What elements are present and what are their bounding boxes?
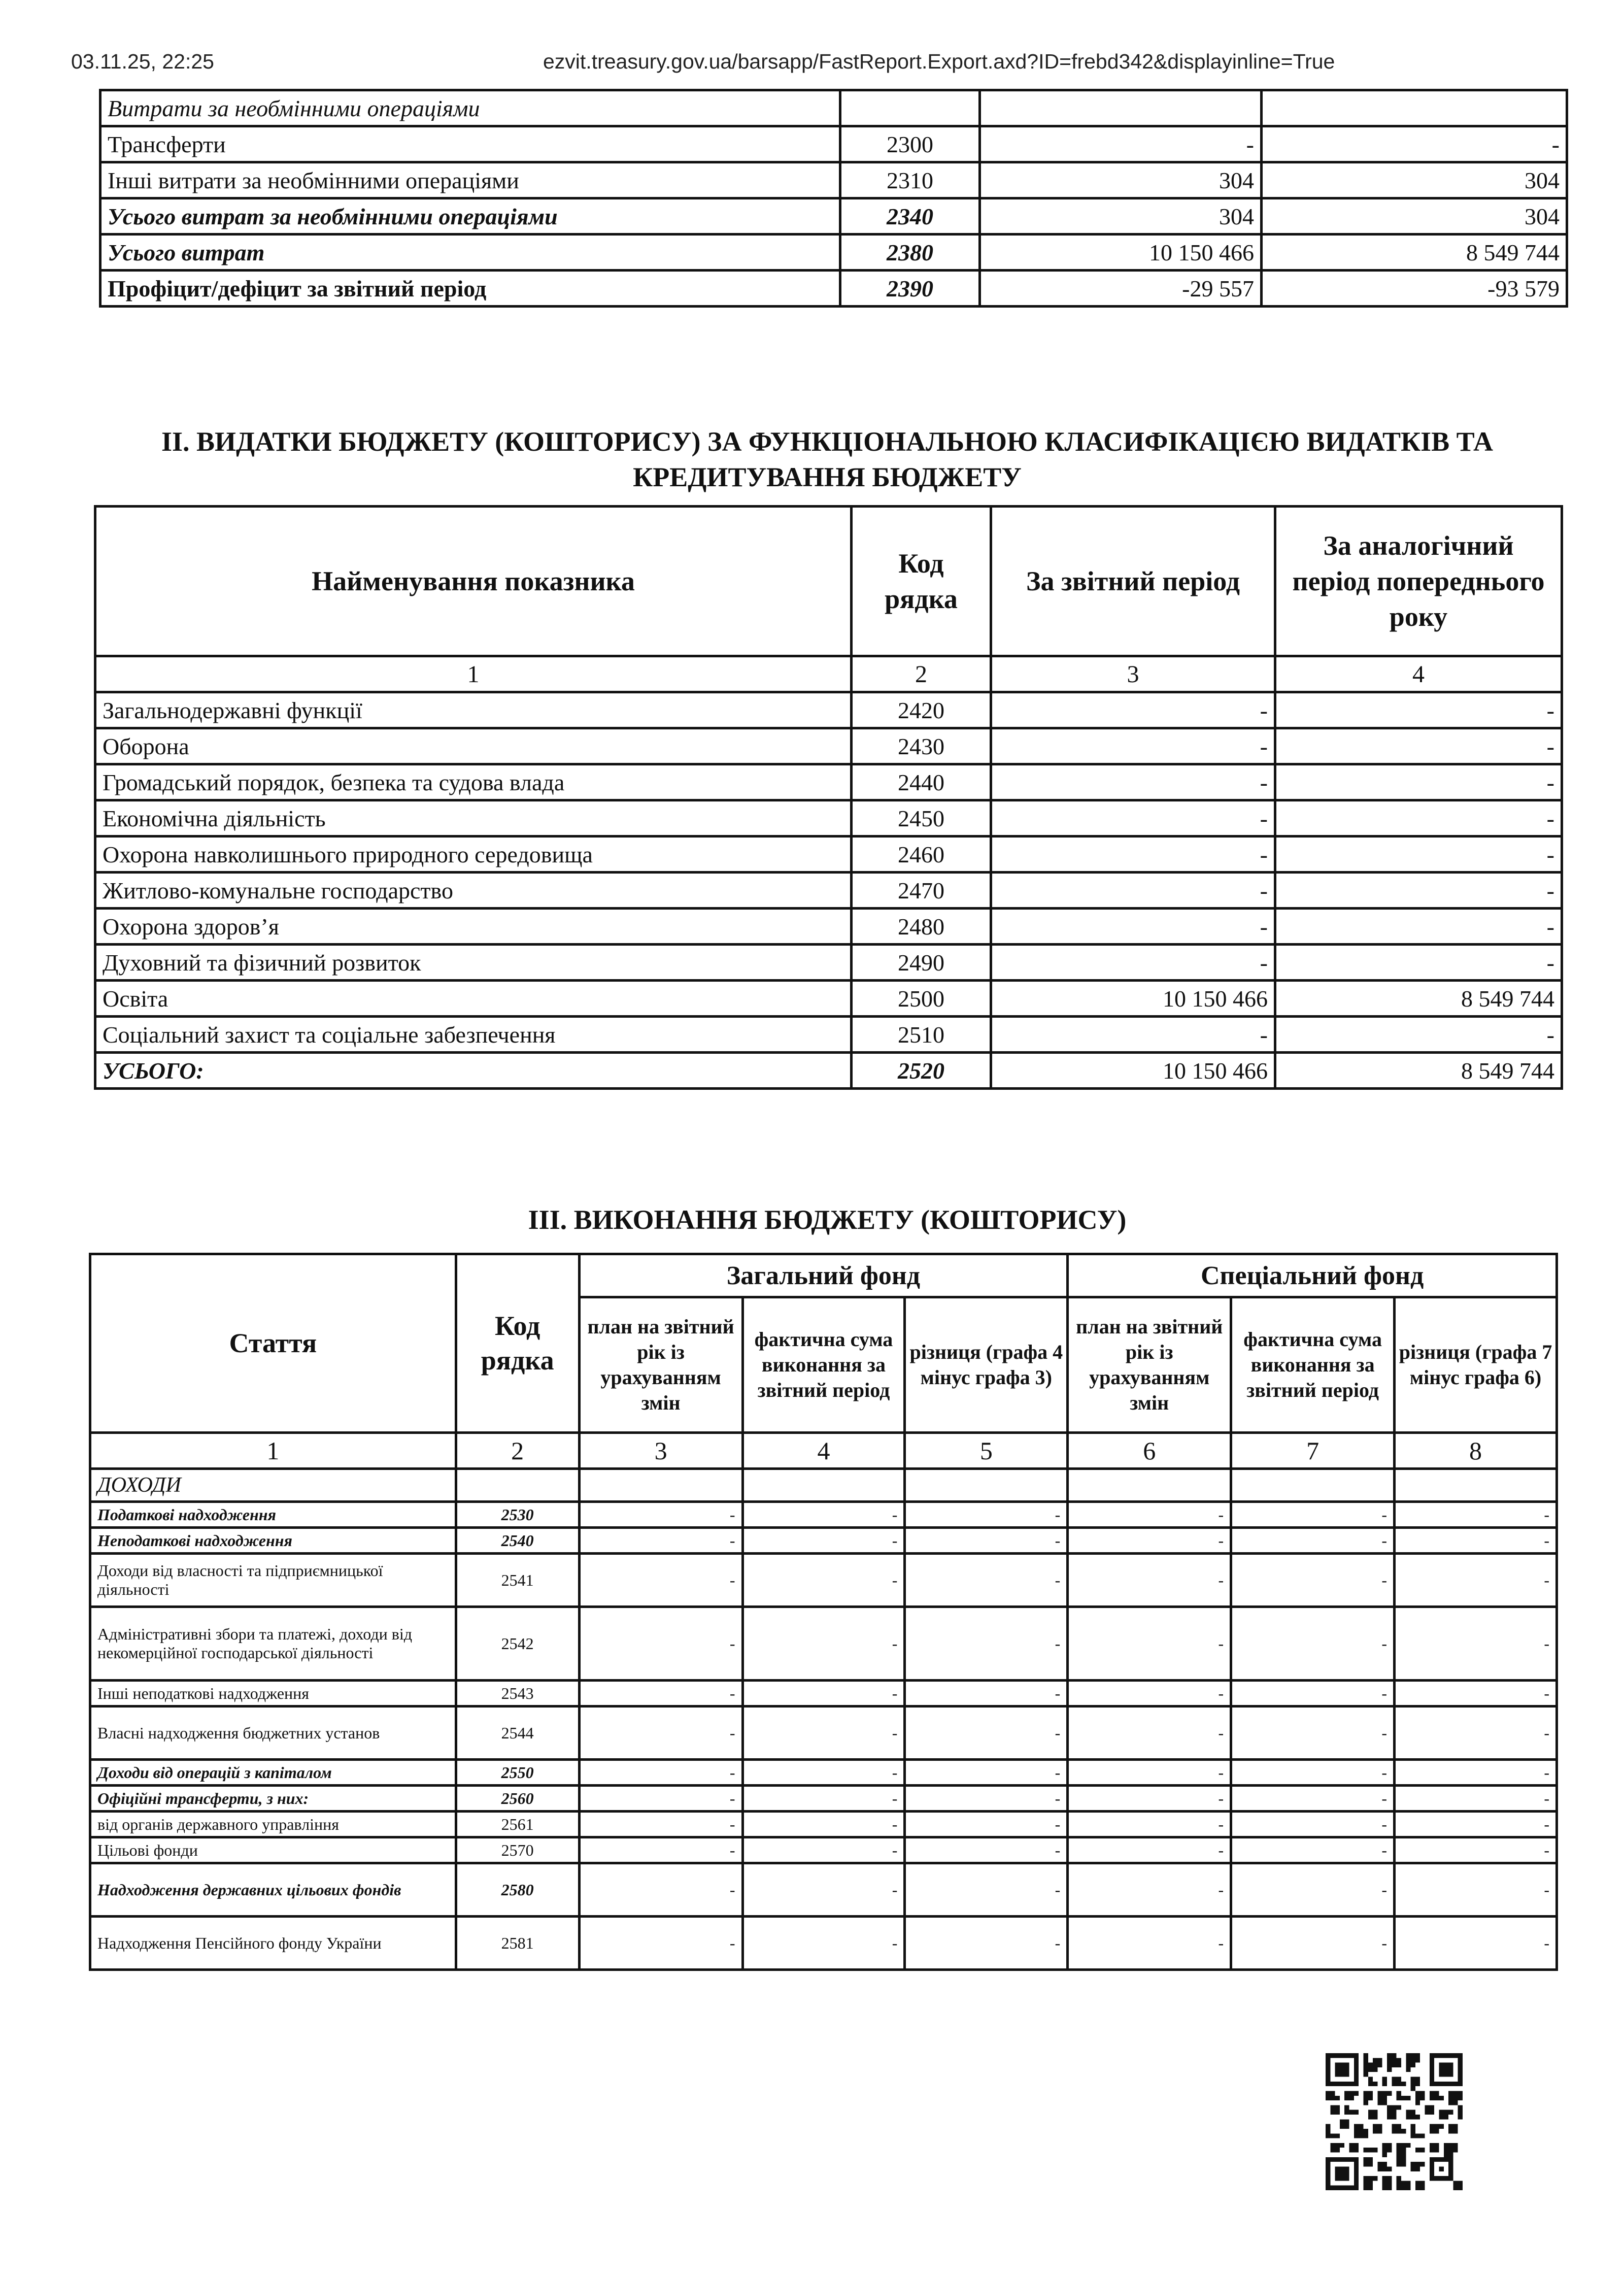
budget-execution-table	[89, 1253, 1558, 1971]
row-code: 2530	[456, 1502, 579, 1528]
table-row	[100, 198, 1567, 235]
total-row	[95, 1053, 1562, 1089]
table-row	[90, 1837, 1557, 1863]
row-code: 2580	[456, 1863, 579, 1917]
row-value	[1068, 1469, 1231, 1502]
table-row	[95, 692, 1562, 728]
table-row	[90, 1706, 1557, 1760]
row-label: Духовний та фізичний розвиток	[95, 945, 852, 981]
column-index: 3	[579, 1433, 742, 1469]
row-value: -	[1395, 1863, 1557, 1917]
total-previous-value: 8 549 744	[1275, 1053, 1562, 1089]
row-value: -	[579, 1681, 742, 1706]
table-row	[90, 1863, 1557, 1917]
qr-code-icon	[1326, 2053, 1463, 2190]
table-row	[90, 1554, 1557, 1607]
column-index: 2	[456, 1433, 579, 1469]
row-previous-value: -	[1275, 1017, 1562, 1053]
row-value: -	[1231, 1863, 1395, 1917]
row-code: 2440	[852, 764, 991, 800]
table-row	[100, 90, 1567, 126]
row-value	[742, 1469, 905, 1502]
col-header-name: Найменування показника	[95, 507, 852, 656]
row-current-value: -	[991, 764, 1275, 800]
row-value: -	[1068, 1812, 1231, 1837]
column-index: 4	[742, 1433, 905, 1469]
row-value: -	[579, 1863, 742, 1917]
table-row	[95, 836, 1562, 873]
section2-title-line2: КРЕДИТУВАННЯ БЮДЖЕТУ	[633, 462, 1022, 492]
row-value	[1395, 1469, 1557, 1502]
row-value: -	[742, 1502, 905, 1528]
row-value: -	[1395, 1554, 1557, 1607]
row-previous-value: -	[1275, 873, 1562, 909]
row-value: -	[1068, 1760, 1231, 1786]
row-label: Охорона здоров’я	[95, 909, 852, 945]
row-value: -	[905, 1760, 1068, 1786]
table-row	[95, 981, 1562, 1017]
row-value: -	[1395, 1706, 1557, 1760]
row-value: -	[1068, 1554, 1231, 1607]
col-header-special-diff: різниця (графа 7 мінус графа 6)	[1395, 1297, 1557, 1433]
row-code: 2380	[840, 235, 980, 271]
row-label: Витрати за необмінними операціями	[100, 90, 840, 126]
row-code: 2560	[456, 1786, 579, 1812]
row-value: -	[1068, 1786, 1231, 1812]
print-url: ezvit.treasury.gov.ua/barsapp/FastReport.Export.axd?ID=frebd342&displayinline=True	[543, 50, 1335, 73]
row-value: -	[1231, 1812, 1395, 1837]
row-current-value: 304	[980, 198, 1262, 235]
row-code: 2500	[852, 981, 991, 1017]
row-label: Доходи від операцій з капіталом	[90, 1760, 456, 1786]
column-index: 7	[1231, 1433, 1395, 1469]
row-value: -	[905, 1812, 1068, 1837]
row-value	[579, 1469, 742, 1502]
section2-title-line1: II. ВИДАТКИ БЮДЖЕТУ (КОШТОРИСУ) ЗА ФУНКЦІОНАЛЬНОЮ КЛАСИФІКАЦІЄЮ ВИДАТКІВ ТА	[161, 426, 1494, 457]
row-value: -	[1395, 1607, 1557, 1681]
table-row	[95, 873, 1562, 909]
row-label: Загальнодержавні функції	[95, 692, 852, 728]
row-label: Надходження державних цільових фондів	[90, 1863, 456, 1917]
col-header-current: За звітний період	[991, 507, 1275, 656]
row-previous-value: 8 549 744	[1262, 235, 1567, 271]
row-code: 2541	[456, 1554, 579, 1607]
row-current-value	[980, 90, 1262, 126]
column-index-row	[95, 656, 1562, 692]
row-value: -	[742, 1760, 905, 1786]
col-header-general-diff: різниця (графа 4 мінус графа 3)	[905, 1297, 1068, 1433]
row-code: 2430	[852, 728, 991, 764]
row-code: 2510	[852, 1017, 991, 1053]
row-label: Неподаткові надходження	[90, 1528, 456, 1554]
table-row	[90, 1917, 1557, 1970]
row-value: -	[1068, 1528, 1231, 1554]
table-row	[90, 1812, 1557, 1837]
row-label: Надходження Пенсійного фонду України	[90, 1917, 456, 1970]
row-value: -	[579, 1607, 742, 1681]
row-value: -	[905, 1528, 1068, 1554]
row-previous-value: -93 579	[1262, 271, 1567, 307]
row-value: -	[579, 1502, 742, 1528]
col-header-code: Код рядка	[852, 507, 991, 656]
table-row	[95, 800, 1562, 836]
row-code: 2480	[852, 909, 991, 945]
row-previous-value: -	[1262, 126, 1567, 162]
row-label: Соціальний захист та соціальне забезпечення	[95, 1017, 852, 1053]
row-current-value: -	[991, 800, 1275, 836]
row-value: -	[1231, 1917, 1395, 1970]
row-label: Власні надходження бюджетних установ	[90, 1706, 456, 1760]
row-label: Економічна діяльність	[95, 800, 852, 836]
column-index: 1	[90, 1433, 456, 1469]
row-value: -	[579, 1760, 742, 1786]
row-value: -	[1231, 1502, 1395, 1528]
row-current-value: -	[991, 909, 1275, 945]
col-header-article: Стаття	[90, 1254, 456, 1433]
table-row	[100, 235, 1567, 271]
row-code: 2561	[456, 1812, 579, 1837]
row-value: -	[1231, 1706, 1395, 1760]
total-label: УСЬОГО:	[95, 1053, 852, 1089]
table-header-row	[95, 507, 1562, 656]
row-value: -	[1395, 1502, 1557, 1528]
row-value: -	[742, 1706, 905, 1760]
row-value: -	[1068, 1837, 1231, 1863]
row-label: Освіта	[95, 981, 852, 1017]
section2-title	[94, 424, 1561, 495]
row-code: 2540	[456, 1528, 579, 1554]
col-header-general-plan: план на звітний рік із урахуванням змін	[579, 1297, 742, 1433]
row-code: 2490	[852, 945, 991, 981]
column-index: 3	[991, 656, 1275, 692]
row-current-value: -	[991, 945, 1275, 981]
row-current-value: -	[980, 126, 1262, 162]
row-value: -	[905, 1917, 1068, 1970]
row-value: -	[742, 1786, 905, 1812]
row-label: Охорона навколишнього природного середовища	[95, 836, 852, 873]
row-value: -	[905, 1607, 1068, 1681]
row-code: 2581	[456, 1917, 579, 1970]
row-value: -	[1231, 1760, 1395, 1786]
row-value: -	[742, 1607, 905, 1681]
nonexchange-expenses-table	[99, 89, 1568, 308]
row-value: -	[742, 1681, 905, 1706]
row-value	[905, 1469, 1068, 1502]
row-current-value: -	[991, 728, 1275, 764]
col-header-general-fund: Загальний фонд	[579, 1254, 1068, 1297]
row-value: -	[579, 1528, 742, 1554]
column-index: 2	[852, 656, 991, 692]
row-label: ДОХОДИ	[90, 1469, 456, 1502]
column-index: 8	[1395, 1433, 1557, 1469]
row-label: Адміністративні збори та платежі, доходи від некомерційної господарської діяльності	[90, 1607, 456, 1681]
table-row	[100, 162, 1567, 198]
row-previous-value: -	[1275, 764, 1562, 800]
table-row	[90, 1502, 1557, 1528]
table-row	[95, 764, 1562, 800]
row-code: 2300	[840, 126, 980, 162]
row-previous-value: 304	[1262, 198, 1567, 235]
col-header-special-fund: Спеціальний фонд	[1068, 1254, 1557, 1297]
row-previous-value	[1262, 90, 1567, 126]
row-code	[456, 1469, 579, 1502]
row-value: -	[742, 1917, 905, 1970]
column-index: 1	[95, 656, 852, 692]
row-code: 2460	[852, 836, 991, 873]
row-value: -	[1395, 1760, 1557, 1786]
print-datetime: 03.11.25, 22:25	[71, 50, 214, 73]
row-label: Оборона	[95, 728, 852, 764]
row-current-value: -29 557	[980, 271, 1262, 307]
row-value: -	[1068, 1917, 1231, 1970]
row-value: -	[1231, 1786, 1395, 1812]
row-value: -	[1395, 1528, 1557, 1554]
row-value: -	[742, 1528, 905, 1554]
row-value: -	[1231, 1554, 1395, 1607]
column-index: 5	[905, 1433, 1068, 1469]
row-label: Усього витрат за необмінними операціями	[100, 198, 840, 235]
row-value: -	[1231, 1528, 1395, 1554]
row-code	[840, 90, 980, 126]
total-code: 2520	[852, 1053, 991, 1089]
row-value: -	[742, 1554, 905, 1607]
row-label: Доходи від власності та підприємницької діяльності	[90, 1554, 456, 1607]
col-header-special-actual: фактична сума виконання за звітний період	[1231, 1297, 1395, 1433]
table-row	[95, 728, 1562, 764]
row-value: -	[742, 1863, 905, 1917]
table-row	[90, 1681, 1557, 1706]
row-label: Житлово-комунальне господарство	[95, 873, 852, 909]
table-row	[95, 1017, 1562, 1053]
table-row	[95, 945, 1562, 981]
row-label: Податкові надходження	[90, 1502, 456, 1528]
row-current-value: -	[991, 1017, 1275, 1053]
row-value: -	[1068, 1502, 1231, 1528]
row-label: Профіцит/дефіцит за звітний період	[100, 271, 840, 307]
row-current-value: 10 150 466	[980, 235, 1262, 271]
row-value: -	[905, 1554, 1068, 1607]
row-value: -	[1395, 1786, 1557, 1812]
row-current-value: -	[991, 692, 1275, 728]
row-label: Цільові фонди	[90, 1837, 456, 1863]
row-previous-value: 8 549 744	[1275, 981, 1562, 1017]
row-value: -	[579, 1837, 742, 1863]
row-value: -	[1231, 1607, 1395, 1681]
table-row	[90, 1528, 1557, 1554]
column-index: 6	[1068, 1433, 1231, 1469]
row-value: -	[1068, 1681, 1231, 1706]
total-current-value: 10 150 466	[991, 1053, 1275, 1089]
row-value: -	[579, 1786, 742, 1812]
row-value: -	[1395, 1837, 1557, 1863]
row-value: -	[742, 1837, 905, 1863]
row-previous-value: -	[1275, 692, 1562, 728]
table-row	[90, 1607, 1557, 1681]
row-code: 2420	[852, 692, 991, 728]
row-value: -	[905, 1502, 1068, 1528]
row-code: 2340	[840, 198, 980, 235]
row-value: -	[742, 1812, 905, 1837]
table-row	[90, 1760, 1557, 1786]
table-row	[95, 909, 1562, 945]
section3-title: III. ВИКОНАННЯ БЮДЖЕТУ (КОШТОРИСУ)	[528, 1204, 1127, 1235]
row-value: -	[1395, 1917, 1557, 1970]
row-previous-value: -	[1275, 728, 1562, 764]
row-value: -	[1395, 1812, 1557, 1837]
col-header-previous: За аналогічний період попереднього року	[1275, 507, 1562, 656]
row-code: 2570	[456, 1837, 579, 1863]
row-code: 2542	[456, 1607, 579, 1681]
row-current-value: -	[991, 836, 1275, 873]
row-code: 2543	[456, 1681, 579, 1706]
row-value: -	[1068, 1607, 1231, 1681]
row-current-value: 304	[980, 162, 1262, 198]
column-index-row	[90, 1433, 1557, 1469]
row-value: -	[579, 1917, 742, 1970]
row-code: 2450	[852, 800, 991, 836]
row-previous-value: 304	[1262, 162, 1567, 198]
row-value: -	[1231, 1681, 1395, 1706]
row-current-value: 10 150 466	[991, 981, 1275, 1017]
row-previous-value: -	[1275, 800, 1562, 836]
col-header-general-actual: фактична сума виконання за звітний період	[742, 1297, 905, 1433]
row-code: 2310	[840, 162, 980, 198]
row-value	[1231, 1469, 1395, 1502]
table-row	[90, 1469, 1557, 1502]
row-value: -	[579, 1812, 742, 1837]
row-label: Інші витрати за необмінними операціями	[100, 162, 840, 198]
row-code: 2550	[456, 1760, 579, 1786]
row-value: -	[1395, 1681, 1557, 1706]
row-value: -	[905, 1786, 1068, 1812]
row-label: Трансферти	[100, 126, 840, 162]
row-code: 2390	[840, 271, 980, 307]
row-previous-value: -	[1275, 909, 1562, 945]
row-value: -	[905, 1706, 1068, 1760]
row-code: 2470	[852, 873, 991, 909]
col-header-special-plan: план на звітний рік із урахуванням змін	[1068, 1297, 1231, 1433]
row-label: Офіційні трансферти, з них:	[90, 1786, 456, 1812]
row-current-value: -	[991, 873, 1275, 909]
row-value: -	[579, 1554, 742, 1607]
row-label: Громадський порядок, безпека та судова влада	[95, 764, 852, 800]
table-header-group-row	[90, 1254, 1557, 1297]
functional-classification-table	[94, 505, 1563, 1090]
row-value: -	[1068, 1863, 1231, 1917]
row-value: -	[905, 1837, 1068, 1863]
row-label: Усього витрат	[100, 235, 840, 271]
table-row	[90, 1786, 1557, 1812]
row-label: Інші неподаткові надходження	[90, 1681, 456, 1706]
table-row	[100, 126, 1567, 162]
table-row	[100, 271, 1567, 307]
row-previous-value: -	[1275, 836, 1562, 873]
row-label: від органів державного управління	[90, 1812, 456, 1837]
row-value: -	[1231, 1837, 1395, 1863]
row-value: -	[905, 1681, 1068, 1706]
row-value: -	[579, 1706, 742, 1760]
row-value: -	[905, 1863, 1068, 1917]
row-code: 2544	[456, 1706, 579, 1760]
col-header-code: Код рядка	[456, 1254, 579, 1433]
column-index: 4	[1275, 656, 1562, 692]
row-value: -	[1068, 1706, 1231, 1760]
row-previous-value: -	[1275, 945, 1562, 981]
